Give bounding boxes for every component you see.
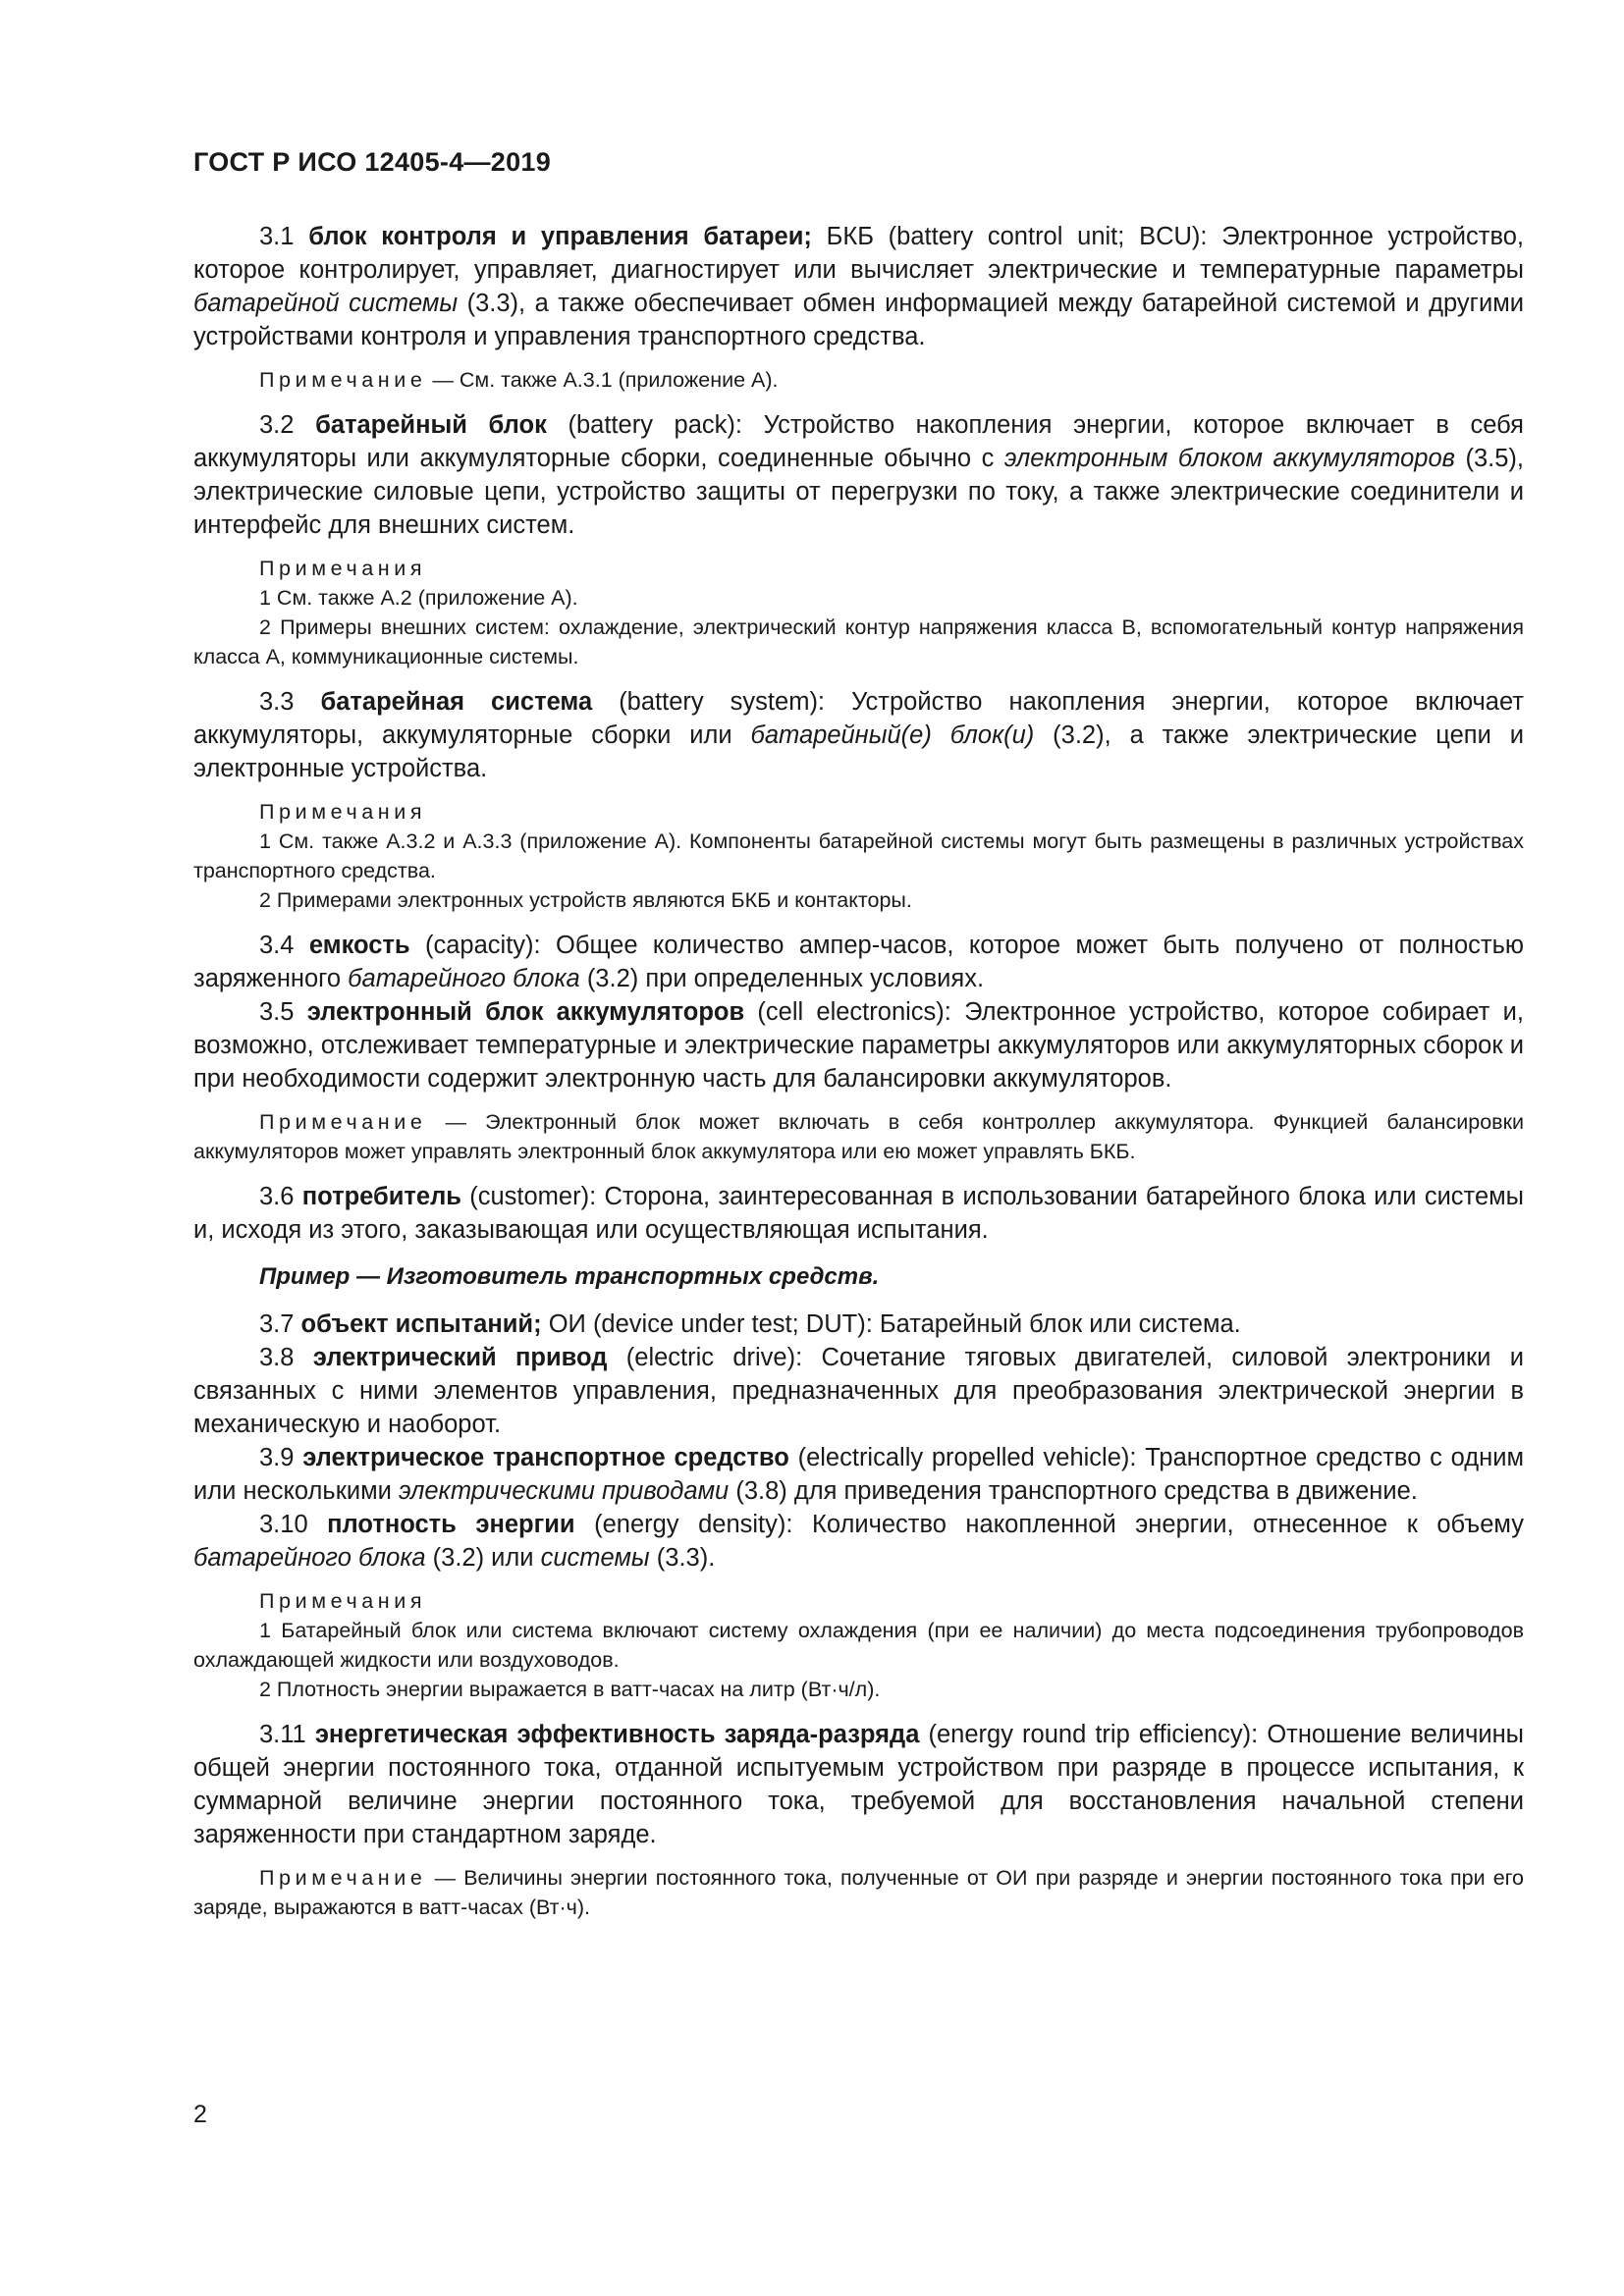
term-reference: системы [540,1544,650,1572]
definition-text: (battery system): Устройство накопления энергии, которое включает аккумуляторы, аккумуляторные сборки или [193,688,1524,749]
definition-text: (3.5), электрические силовые цепи, устройство защиты от перегрузки по току, а также электрические соединители и интерфейс для внешних систем. [193,445,1525,539]
term-number: 3.6 [259,1183,302,1210]
term-number: 3.8 [259,1344,313,1371]
definition-3-2 [193,408,1524,542]
definition-text: (3.3). [649,1544,716,1572]
note-label: Примечание [259,1110,427,1134]
definition-3-9 [193,1441,1524,1508]
term-name: энергетическая эффективность заряда-разряда [314,1721,920,1748]
definition-text: (3.2) при определенных условиях. [579,965,985,992]
definition-text: (capacity): Общее количество ампер-часов, которое может быть получено от полностью заряженного [193,932,1524,992]
note-dash: — [426,1866,464,1890]
definition-text: (cell electronics): Электронное устройство, которое собирает и, возможно, отслеживает температурные и электрические параметры аккумуляторов или аккумуляторных сборок и при необходимости содержит электронную часть для балансировки аккумуляторов. [193,998,1524,1093]
definition-text: (3.8) для приведения транспортного средства в движение. [729,1477,1418,1505]
term-reference: батарейного блока [348,965,580,992]
definition-3-10 [193,1508,1524,1575]
note-item: 1 См. также А.2 (приложение А). [259,586,578,610]
term-name: плотность энергии [327,1511,575,1538]
term-number: 3.5 [259,998,307,1026]
definition-text: (3.2), а также электрические цепи и электронные устройства. [193,721,1524,782]
note-text: См. также А.3.1 (приложение А). [459,368,779,392]
definition-text: (3.2) или [425,1544,541,1572]
definition-3-11 [193,1718,1524,1851]
term-reference: электронным блоком аккумуляторов [1003,445,1455,472]
notes-3-3 [193,797,1524,915]
term-number: 3.3 [259,688,321,716]
term-name: электронный блок аккумуляторов [306,998,745,1026]
term-number: 3.10 [259,1511,328,1538]
term-name: объект испытаний; [300,1310,542,1338]
note-dash: — [426,1110,486,1134]
note-label: Примечание [259,1866,427,1890]
note-3-11 [193,1863,1524,1922]
note-item: 2 Примеры внешних систем: охлаждение, электрический контур напряжения класса B, вспомогательный контур напряжения класса А, коммуникационные системы. [193,615,1524,668]
term-number: 3.1 [259,223,309,250]
term-reference: батарейного блока [193,1544,426,1572]
note-dash: — [426,368,460,392]
document-body [193,220,1524,1922]
term-name: электрическое транспортное средство [302,1444,789,1471]
document-header: ГОСТ Р ИСО 12405-4—2019 [193,147,552,177]
note-3-1 [193,365,1524,395]
page-number: 2 [193,2101,207,2128]
term-number: 3.4 [259,932,309,959]
notes-label: Примечания [259,800,427,824]
term-name: блок контроля и управления батареи; [308,223,812,250]
definition-text: (customer): Сторона, заинтересованная в использовании батарейного блока или системы и, исходя из этого, заказывающая или осуществляющая испытания. [193,1183,1524,1244]
term-name: электрический привод [312,1344,608,1371]
term-name: батарейный блок [315,411,547,439]
note-item: 1 См. также А.3.2 и А.3.3 (приложение А). Компоненты батарейной системы могут быть размещены в различных устройствах транспортного средства. [193,829,1524,882]
definition-3-6 [193,1180,1524,1247]
note-3-5 [193,1107,1524,1166]
note-item: 2 Плотность энергии выражается в ватт-часах на литр (Вт·ч/л). [259,1678,881,1701]
definition-text: БКБ (battery control unit; BCU): Электронное устройство, которое контролирует, управляет, диагностирует или вычисляет электрические и температурные параметры [193,223,1524,284]
term-reference: электрическими приводами [398,1477,730,1505]
definition-text: (electric drive): Сочетание тяговых двигателей, силовой электроники и связанных с ними элементов управления, предназначенных для преобразования электрической энергии в механическую и наоборот. [193,1344,1524,1438]
definition-text: (energy density): Количество накопленной энергии, отнесенное к объему [574,1511,1524,1538]
example-3-6: Пример — Изготовитель транспортных средств. [259,1263,880,1290]
notes-label: Примечания [259,557,427,580]
note-text: Величины энергии постоянного тока, полученные от ОИ при разряде и энергии постоянного тока при его заряде, выражаются в ватт-часах (Вт·ч). [193,1866,1525,1919]
definition-3-1 [193,220,1524,353]
term-reference: батарейный(е) блок(и) [750,721,1035,749]
definition-text: (electrically propelled vehicle): Транспортное средство с одним или несколькими [193,1444,1524,1505]
notes-3-10 [193,1586,1524,1704]
definition-text: (battery pack): Устройство накопления энергии, которое включает в себя аккумуляторы или аккумуляторные сборки, соединенные обычно с [193,411,1524,472]
term-number: 3.11 [259,1721,315,1748]
definition-text: (3.3), а также обеспечивает обмен информацией между батарейной системой и другими устройствами контроля и управления транспортного средства. [193,290,1524,350]
note-label: Примечание [259,368,427,392]
term-number: 3.7 [259,1310,301,1338]
definition-text: (energy round trip efficiency): Отношение величины общей энергии постоянного тока, отданной испытуемым устройством при разряде в процессе испытания, к суммарной величине энергии постоянного тока, требуемой для восстановления начальной степени заряженности при стандартном заряде. [193,1721,1525,1848]
notes-3-2 [193,554,1524,671]
definition-3-7 [193,1308,1524,1341]
term-name: батарейная система [320,688,593,716]
term-name: потребитель [301,1183,461,1210]
term-number: 3.9 [259,1444,303,1471]
term-name: емкость [308,932,410,959]
note-item: 2 Примерами электронных устройств являются БКБ и контакторы. [259,888,912,912]
definition-3-3 [193,685,1524,785]
notes-label: Примечания [259,1589,427,1613]
definition-3-4 [193,929,1524,995]
term-number: 3.2 [259,411,316,439]
term-reference: батарейной системы [193,290,459,317]
note-text: Электронный блок может включать в себя контроллер аккумулятора. Функцией балансировки аккумуляторов может управлять электронный блок аккумулятора или ею может управлять БКБ. [193,1110,1524,1163]
definition-3-8 [193,1341,1524,1441]
definition-3-5 [193,995,1524,1095]
note-item: 1 Батарейный блок или система включают систему охлаждения (при ее наличии) до места подсоединения трубопроводов охлаждающей жидкости или воздуховодов. [193,1619,1524,1672]
definition-text: ОИ (device under test; DUT): Батарейный блок или система. [541,1310,1241,1338]
